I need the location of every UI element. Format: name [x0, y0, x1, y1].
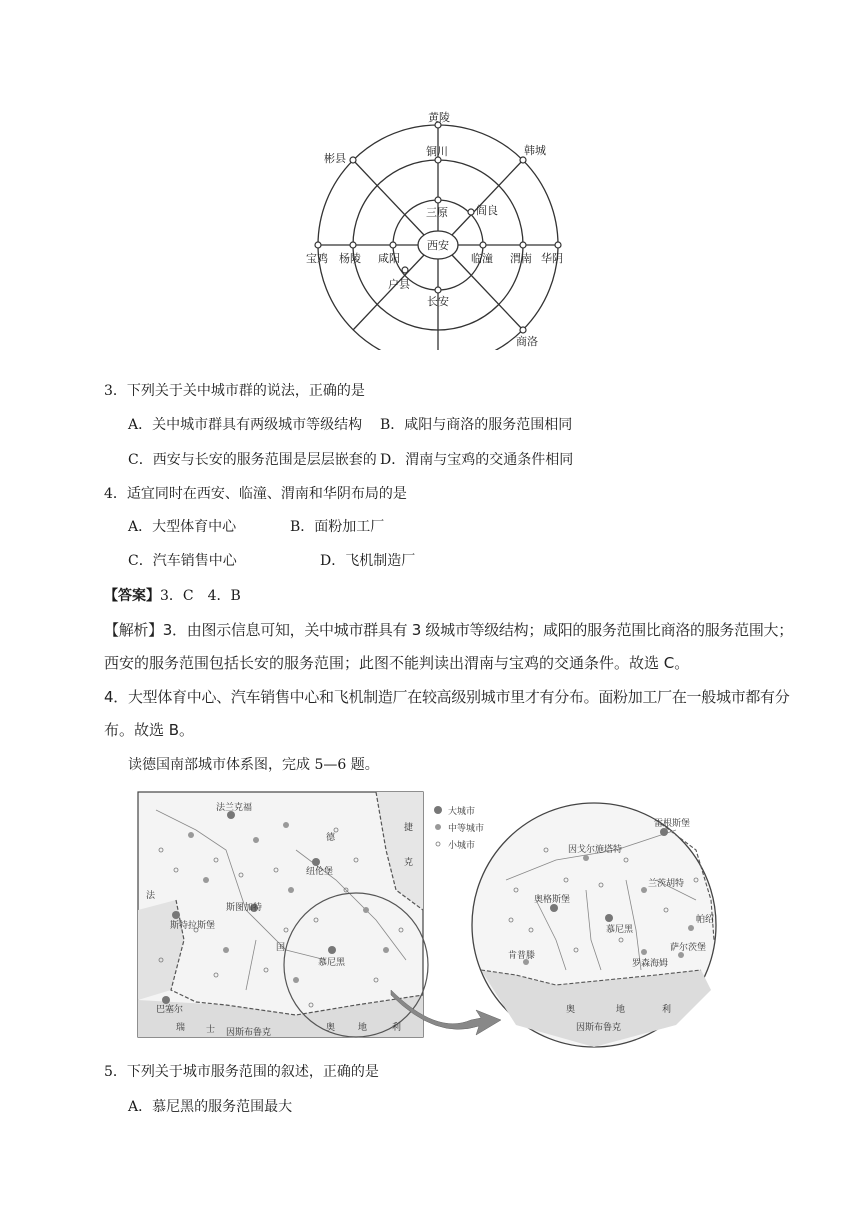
label-xian: 西安: [427, 239, 449, 252]
label-huayin: 华阴: [541, 252, 563, 265]
zoom-label-innsbruck: 因斯布鲁克: [576, 1023, 622, 1033]
q3-option-c: C．西安与长安的服务范围是层层嵌套的: [128, 452, 377, 468]
answer-tag: 【答案】: [104, 588, 160, 604]
answer-text: 3．C 4．B: [160, 588, 241, 604]
map-label-li: 利: [392, 1023, 402, 1033]
analysis-line-2: 西安的服务范围包括长安的服务范围；此图不能判读出渭南与宝鸡的交通条件。故选 C。: [104, 654, 690, 672]
label-binxian: 彬县: [324, 152, 346, 165]
map-label-de: 德: [326, 833, 336, 843]
map-label-fa: 法: [146, 891, 156, 901]
legend-small-city: 小城市: [448, 841, 476, 851]
zoom-label-di: 地: [616, 1005, 626, 1015]
q4-option-c: C．汽车销售中心: [128, 553, 237, 569]
map-label-basel: 巴塞尔: [156, 1005, 184, 1015]
q4-stem: 4．适宜同时在西安、临潼、渭南和华阴布局的是: [104, 486, 407, 502]
zoom-label-li: 利: [662, 1005, 672, 1015]
map-label-strasbourg: 斯特拉斯堡: [170, 921, 216, 931]
label-huxian: 户县: [388, 278, 410, 291]
south-germany-city-map: [136, 790, 726, 1050]
q4-option-d: D．飞机制造厂: [320, 553, 416, 569]
map-label-ao: 奥: [326, 1023, 336, 1033]
label-yangling: 杨陵: [339, 252, 361, 265]
map-label-stuttgart: 斯图加特: [226, 903, 263, 913]
q3-option-b: B．咸阳与商洛的服务范围相同: [380, 417, 573, 433]
q4-option-b: B．面粉加工厂: [290, 519, 385, 535]
zoom-label-kempten: 肯普滕: [508, 951, 536, 961]
label-hancheng: 韩城: [524, 144, 546, 157]
q4-option-a: A．大型体育中心: [128, 519, 237, 535]
zoom-label-augsburg: 奥格斯堡: [534, 895, 571, 905]
label-changan: 长安: [427, 295, 449, 308]
q5-stem: 5．下列关于城市服务范围的叙述，正确的是: [104, 1064, 379, 1080]
q3-option-d: D．渭南与宝鸡的交通条件相同: [380, 452, 574, 468]
legend-big-city: 大城市: [448, 807, 476, 817]
zoom-label-ao: 奥: [566, 1005, 576, 1015]
map-label-guo: 国: [276, 943, 286, 953]
intro-text: 读德国南部城市体系图，完成 5—6 题。: [128, 757, 379, 773]
label-xianyang: 咸阳: [378, 252, 400, 265]
label-weinan: 渭南: [510, 252, 532, 265]
label-fuping: 阎良: [476, 204, 498, 217]
zoom-label-rosenheim: 罗森海姆: [632, 959, 669, 969]
label-tongchuan: 铜川: [426, 145, 448, 158]
answer-line: [104, 585, 241, 605]
label-sanyuan: 三原: [426, 206, 448, 219]
map-label-innsbruck: 因斯布鲁克: [226, 1028, 272, 1038]
map-label-munich: 慕尼黑: [318, 958, 346, 968]
label-shangluo: 商洛: [516, 335, 538, 348]
map-label-jie: 捷: [404, 823, 414, 833]
q3-option-a: A．关中城市群具有两级城市等级结构: [128, 417, 363, 433]
map-label-ke: 克: [404, 858, 414, 868]
q5-option-a: A．慕尼黑的服务范围最大: [128, 1099, 293, 1115]
map-label-di: 地: [358, 1023, 368, 1033]
analysis-line-4: 布。故选 B。: [104, 721, 195, 739]
legend-medium-city: 中等城市: [448, 824, 485, 834]
zoom-label-ingolstadt: 因戈尔施塔特: [568, 845, 623, 855]
map-label-shi: 士: [206, 1025, 216, 1035]
zoom-label-salzburg: 萨尔茨堡: [670, 943, 707, 953]
label-lintong: 临潼: [471, 252, 493, 265]
guanzhong-city-diagram: [300, 110, 570, 350]
label-baoji: 宝鸡: [306, 252, 328, 265]
analysis-line-3: 4．大型体育中心、汽车销售中心和飞机制造厂在较高级别城市里才有分布。面粉加工厂在一般城市都有分: [104, 688, 790, 706]
q3-stem: 3．下列关于关中城市群的说法，正确的是: [104, 383, 365, 399]
map-label-frankfurt: 法兰克福: [216, 803, 253, 813]
zoom-label-regensburg: 雷根斯堡: [654, 819, 691, 829]
analysis-line-1: 【解析】3．由图示信息可知，关中城市群具有 3 级城市等级结构；咸阳的服务范围比商洛的服务范围大；: [104, 621, 793, 639]
zoom-label-landshut: 兰茨胡特: [648, 879, 685, 889]
map-label-nuremberg: 纽伦堡: [306, 867, 334, 877]
label-huangling: 黄陵: [428, 111, 450, 124]
zoom-label-passau: 帕绍: [696, 915, 715, 925]
map-label-rui: 瑞: [176, 1023, 186, 1033]
zoom-label-munich: 慕尼黑: [606, 925, 634, 935]
